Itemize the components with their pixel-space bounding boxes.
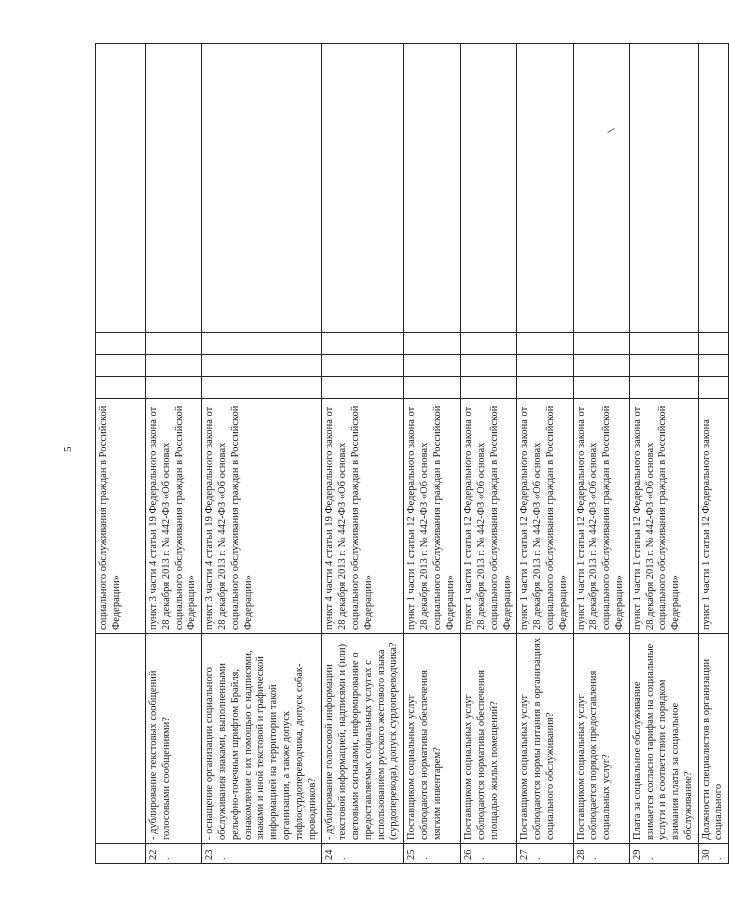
cell-na: [573, 333, 629, 355]
cell-note: [517, 44, 573, 333]
cell-no: [573, 355, 629, 377]
cell-na: [461, 333, 517, 355]
cell-law: пункт 3 части 4 статьи 19 Федерального закона от 28 декабря 2013 г. № 442-ФЗ «Об основах социального обслуживания граждан в Российской Федерации»: [202, 399, 322, 634]
table-row: [517, 44, 573, 864]
cell-note: [461, 44, 517, 333]
cell-note: [96, 44, 146, 333]
cell-na: [517, 333, 573, 355]
cell-no: [698, 355, 729, 377]
cell-yes: [629, 377, 698, 399]
checklist-table-rotated: [95, 44, 725, 864]
checklist-table: [95, 43, 729, 864]
cell-law: пункт 1 части 1 статьи 12 Федерального закона от 28 декабря 2013 г. № 442-ФЗ «Об основах социального обслуживания граждан в Российской Федерации»: [404, 399, 461, 634]
cell-law: пункт 1 части 1 статьи 12 Федерального закона от 28 декабря 2013 г. № 442-ФЗ «Об основах социального обслуживания граждан в Российской Федерации»: [461, 399, 517, 634]
cell-yes: [404, 377, 461, 399]
cell-note: [322, 44, 404, 333]
cell-yes: [461, 377, 517, 399]
cell-question: - оснащение организации социального обслуживания знаками, выполненными рельефно-точечным шрифтом Брайля, ознакомление с их помощью с надписями, знаками и иной текстовой и графической информацией на территории такой организации, а также допуск тифлосурдопереводчика, допуск собак-проводников?: [202, 634, 322, 844]
cell-no: [629, 355, 698, 377]
cell-note: [573, 44, 629, 333]
cell-no: [517, 355, 573, 377]
cell-question: [96, 634, 146, 844]
cell-num: 23.: [202, 844, 322, 864]
table-row: [146, 44, 202, 864]
cell-na: [404, 333, 461, 355]
cell-num: 22.: [146, 844, 202, 864]
cell-question: - дублирование голосовой информации текстовой информацией, надписями и (или) световыми сигналами, информирование о предоставляемых социальных услугах с использованием русского жестового языка (сурдоперевода), допуск сурдопереводчика?: [322, 634, 404, 844]
cell-num: 25.: [404, 844, 461, 864]
cell-note: [404, 44, 461, 333]
table-row: [202, 44, 322, 864]
cell-question: Должности специалистов в организации социального: [698, 634, 729, 844]
cell-yes: [146, 377, 202, 399]
cell-num: 28.: [573, 844, 629, 864]
cell-yes: [96, 377, 146, 399]
cell-yes: [322, 377, 404, 399]
cell-law: пункт 1 части 1 статьи 12 Федерального закона от 28 декабря 2013 г. № 442-ФЗ «Об основах социального обслуживания граждан в Российской Федерации»: [573, 399, 629, 634]
cell-law: пункт 1 части 1 статьи 12 Федерального закона: [698, 399, 729, 634]
cell-na: [96, 333, 146, 355]
cell-note: [698, 44, 729, 333]
table-row: [461, 44, 517, 864]
table-row: [698, 44, 729, 864]
cell-question: Плата за социальное обслуживание взимается согласно тарифам на социальные услуги и в соответствии с порядком взимания платы за социальное обслуживание?: [629, 634, 698, 844]
cell-note: [146, 44, 202, 333]
cell-num: 26.: [461, 844, 517, 864]
cell-law: социального обслуживания граждан в Российской Федерации»: [96, 399, 146, 634]
cell-num: 27.: [517, 844, 573, 864]
table-row: [404, 44, 461, 864]
cell-law: пункт 1 части 1 статьи 12 Федерального закона от 28 декабря 2013 г. № 442-ФЗ «Об основах социального обслуживания граждан в Российской Федерации»: [517, 399, 573, 634]
cell-law: пункт 1 части 1 статьи 12 Федерального закона от 28 декабря 2013 г. № 442-ФЗ «Об основах социального обслуживания граждан в Российской Федерации»: [629, 399, 698, 634]
page-number: 5: [62, 446, 74, 452]
cell-law: пункт 4 части 4 статьи 19 Федерального закона от 28 декабря 2013 г. № 442-ФЗ «Об основах социального обслуживания граждан в Российской Федерации»: [322, 399, 404, 634]
table-row: [322, 44, 404, 864]
cell-num: [96, 844, 146, 864]
cell-law: пункт 3 части 4 статьи 19 Федерального закона от 28 декабря 2013 г. № 442-ФЗ «Об основах социального обслуживания граждан в Российской Федерации»: [146, 399, 202, 634]
cell-num: 29.: [629, 844, 698, 864]
cell-yes: [202, 377, 322, 399]
cell-note: [629, 44, 698, 333]
cell-question: Поставщиком социальных услуг соблюдаются нормативы обеспечения площадью жилых помещений?: [461, 634, 517, 844]
cell-no: [461, 355, 517, 377]
cell-no: [202, 355, 322, 377]
cell-na: [202, 333, 322, 355]
cell-question: Поставщиком социальных услуг соблюдается порядок предоставления социальных услуг?: [573, 634, 629, 844]
table-row: [629, 44, 698, 864]
cell-note: [202, 44, 322, 333]
cell-na: [629, 333, 698, 355]
table-row: [573, 44, 629, 864]
cell-question: - дублирование текстовых сообщений голосовыми сообщениями?: [146, 634, 202, 844]
cell-na: [698, 333, 729, 355]
cell-num: 24.: [322, 844, 404, 864]
cell-no: [404, 355, 461, 377]
cell-na: [146, 333, 202, 355]
cell-no: [146, 355, 202, 377]
cell-no: [322, 355, 404, 377]
cell-yes: [517, 377, 573, 399]
cell-num: 30.: [698, 844, 729, 864]
cell-question: Поставщиком социальных услуг соблюдаются нормы питания в организациях социального обслуживания?: [517, 634, 573, 844]
cell-na: [322, 333, 404, 355]
cell-no: [96, 355, 146, 377]
cell-question: Поставщиком социальных услуг соблюдаются нормативы обеспечения мягким инвентарем?: [404, 634, 461, 844]
cell-yes: [573, 377, 629, 399]
table-row-continued: [96, 44, 146, 864]
cell-yes: [698, 377, 729, 399]
